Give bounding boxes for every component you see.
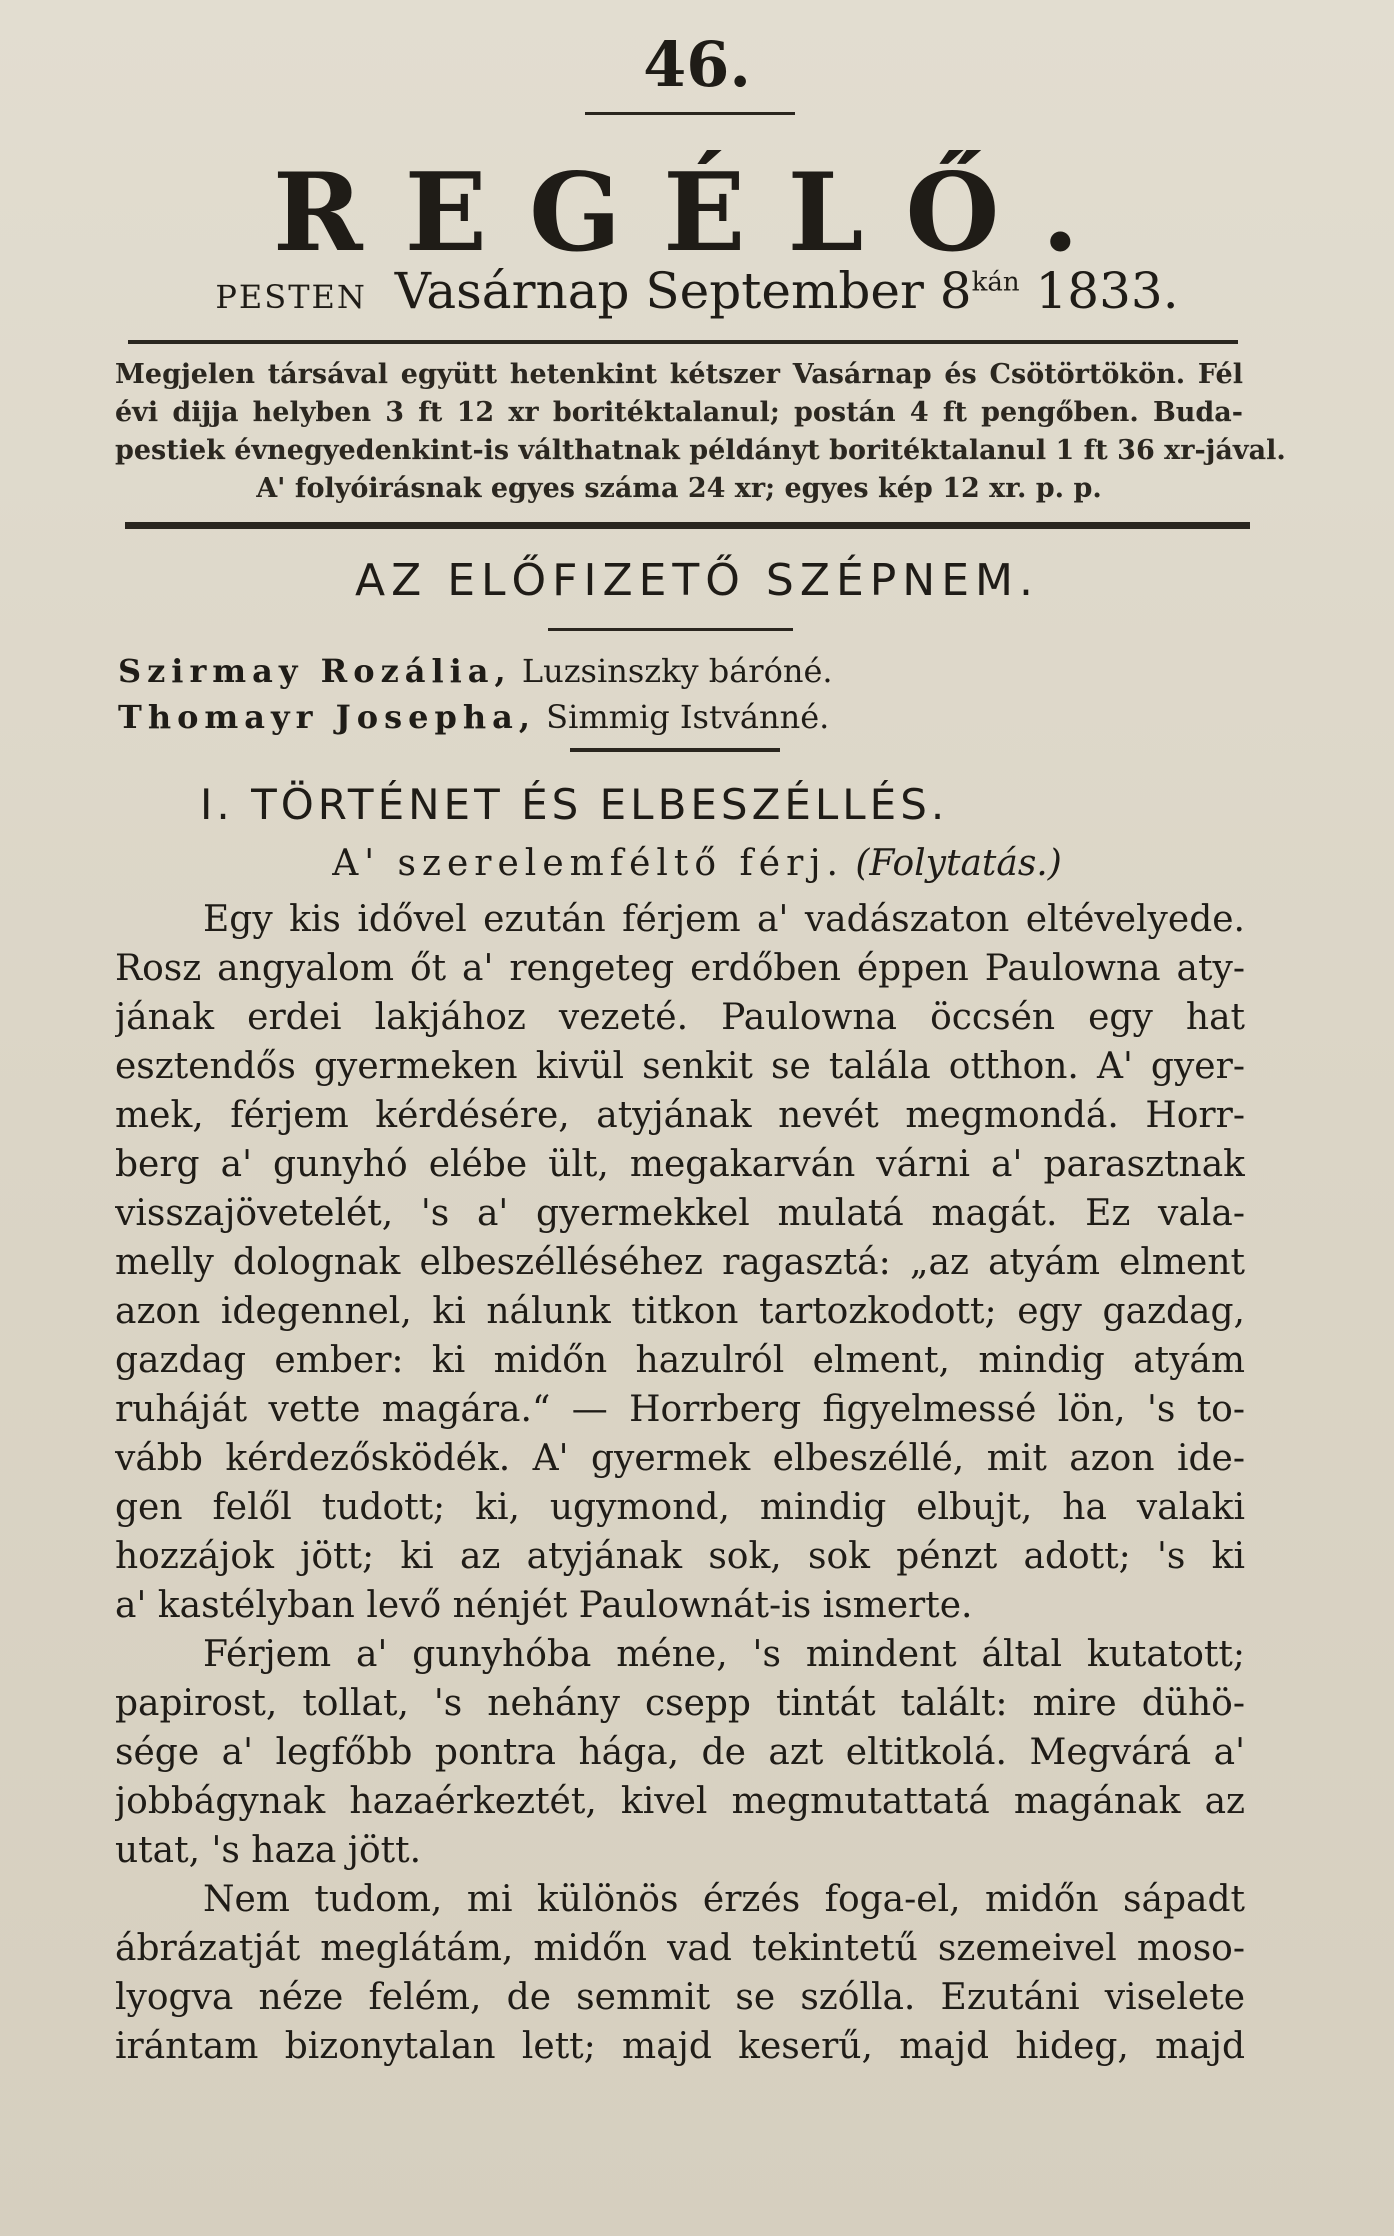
text-line: azon idegennel, ki nálunk titkon tartozkodott; egy gazdag, xyxy=(115,1291,1245,1332)
text-line: Férjem a' gunyhóba méne, 's mindent által kutatott; xyxy=(203,1634,1245,1675)
text-line: jának erdei lakjához vezeté. Paulowna öccsén egy hat xyxy=(115,997,1245,1038)
text-line: jobbágynak hazaérkeztét, kivel megmutattatá magának az xyxy=(115,1781,1245,1822)
dateline-date: Vasárnap September 8 xyxy=(394,262,972,320)
text-line: mek, férjem kérdésére, atyjának nevét megmondá. Horr- xyxy=(115,1095,1245,1136)
section-title-rule xyxy=(548,628,793,631)
text-line: vább kérdezősködék. A' gyermek elbeszéllé, mit azon ide- xyxy=(115,1438,1245,1479)
text-line: irántam bizonytalan lett; majd keserű, majd hideg, majd xyxy=(115,2026,1245,2067)
text-line: ruháját vette magára.“ — Horrberg figyelmessé lön, 's to- xyxy=(115,1389,1245,1430)
notice-line: pestiek évnegyedenkint-is válthatnak példányt boritéktalanul 1 ft 36 xr-jával. xyxy=(115,435,1286,466)
text-line: ábrázatját meglátám, midőn vad tekintetű szemeivel moso- xyxy=(115,1928,1245,1969)
subscriber-list xyxy=(118,648,1218,740)
dateline-city: PESTEN xyxy=(215,278,367,316)
text-line: papirost, tollat, 's nehány csepp tintát talált: mire dühö- xyxy=(115,1683,1245,1724)
text-line: berg a' gunyhó elébe ült, megakarván várni a' parasztnak xyxy=(115,1144,1245,1185)
text-line: sége a' legfőbb pontra hága, de azt eltitkolá. Megvárá a' xyxy=(115,1732,1245,1773)
header-rule-bottom xyxy=(125,522,1250,529)
notice-line: Megjelen társával együtt hetenkint kétszer Vasárnap és Csötörtökön. Fél xyxy=(115,359,1243,390)
dateline-year: 1833. xyxy=(1035,262,1179,320)
subscription-notice xyxy=(115,356,1286,508)
text-line: esztendős gyermeken kivül senkit se talála otthon. A' gyer- xyxy=(115,1046,1245,1087)
dateline xyxy=(0,262,1394,320)
story-title xyxy=(0,843,1394,884)
text-line: gazdag ember: ki midőn hazulról elment, mindig atyám xyxy=(115,1340,1245,1381)
section-title: AZ ELŐFIZETŐ SZÉPNEM. xyxy=(355,555,1039,606)
header-rule-top xyxy=(128,340,1238,344)
text-line: utat, 's haza jött. xyxy=(115,1830,422,1871)
text-line: lyogva néze felém, de semmit se szólla. Ezutáni viselete xyxy=(115,1977,1245,2018)
chapter-heading: I. TÖRTÉNET ÉS ELBESZÉLLÉS. xyxy=(200,780,949,829)
text-line: Nem tudom, mi különös érzés foga-el, midőn sápadt xyxy=(203,1879,1245,1920)
text-line: Rosz angyalom őt a' rengeteg erdőben éppen Paulowna aty- xyxy=(115,948,1245,989)
text-line: gen felől tudott; ki, ugymond, mindig elbujt, ha valaki xyxy=(115,1487,1245,1528)
text-line: Egy kis idővel ezután férjem a' vadászaton eltévelyede. xyxy=(203,899,1245,940)
story-continued: (Folytatás.) xyxy=(855,843,1062,884)
masthead-title: REGÉLŐ. xyxy=(272,150,1122,276)
subscribers-rule xyxy=(570,748,780,752)
text-line: a' kastélyban levő nénjét Paulownát-is ismerte. xyxy=(115,1585,973,1626)
subscriber-entry xyxy=(118,694,1218,740)
subscriber-name: Szirmay Rozália, xyxy=(118,652,512,690)
subscriber-entry xyxy=(118,648,1218,694)
story-title-text: A' szerelemféltő férj. xyxy=(332,843,844,884)
notice-line: A' folyóirásnak egyes száma 24 xr; egyes kép 12 xr. p. p. xyxy=(256,473,1102,504)
subscriber-title: Luzsinszky báróné. xyxy=(521,652,833,690)
subscriber-name: Thomayr Josepha, xyxy=(118,698,536,736)
story-body xyxy=(115,895,1245,2071)
notice-line: évi dijja helyben 3 ft 12 xr boritéktalanul; postán 4 ft pengőben. Buda- xyxy=(115,397,1243,428)
text-line: visszajövetelét, 's a' gyermekkel mulatá magát. Ez vala- xyxy=(115,1193,1245,1234)
text-line: hozzájok jött; ki az atyjának sok, sok pénzt adott; 's ki xyxy=(115,1536,1245,1577)
issue-number: 46. xyxy=(643,28,751,101)
dateline-ordinal: kán xyxy=(971,267,1020,298)
text-line: melly dolognak elbeszélléséhez ragasztá: „az atyám elment xyxy=(115,1242,1245,1283)
issue-number-rule xyxy=(585,112,795,115)
subscriber-title: Simmig Istvánné. xyxy=(546,698,830,736)
